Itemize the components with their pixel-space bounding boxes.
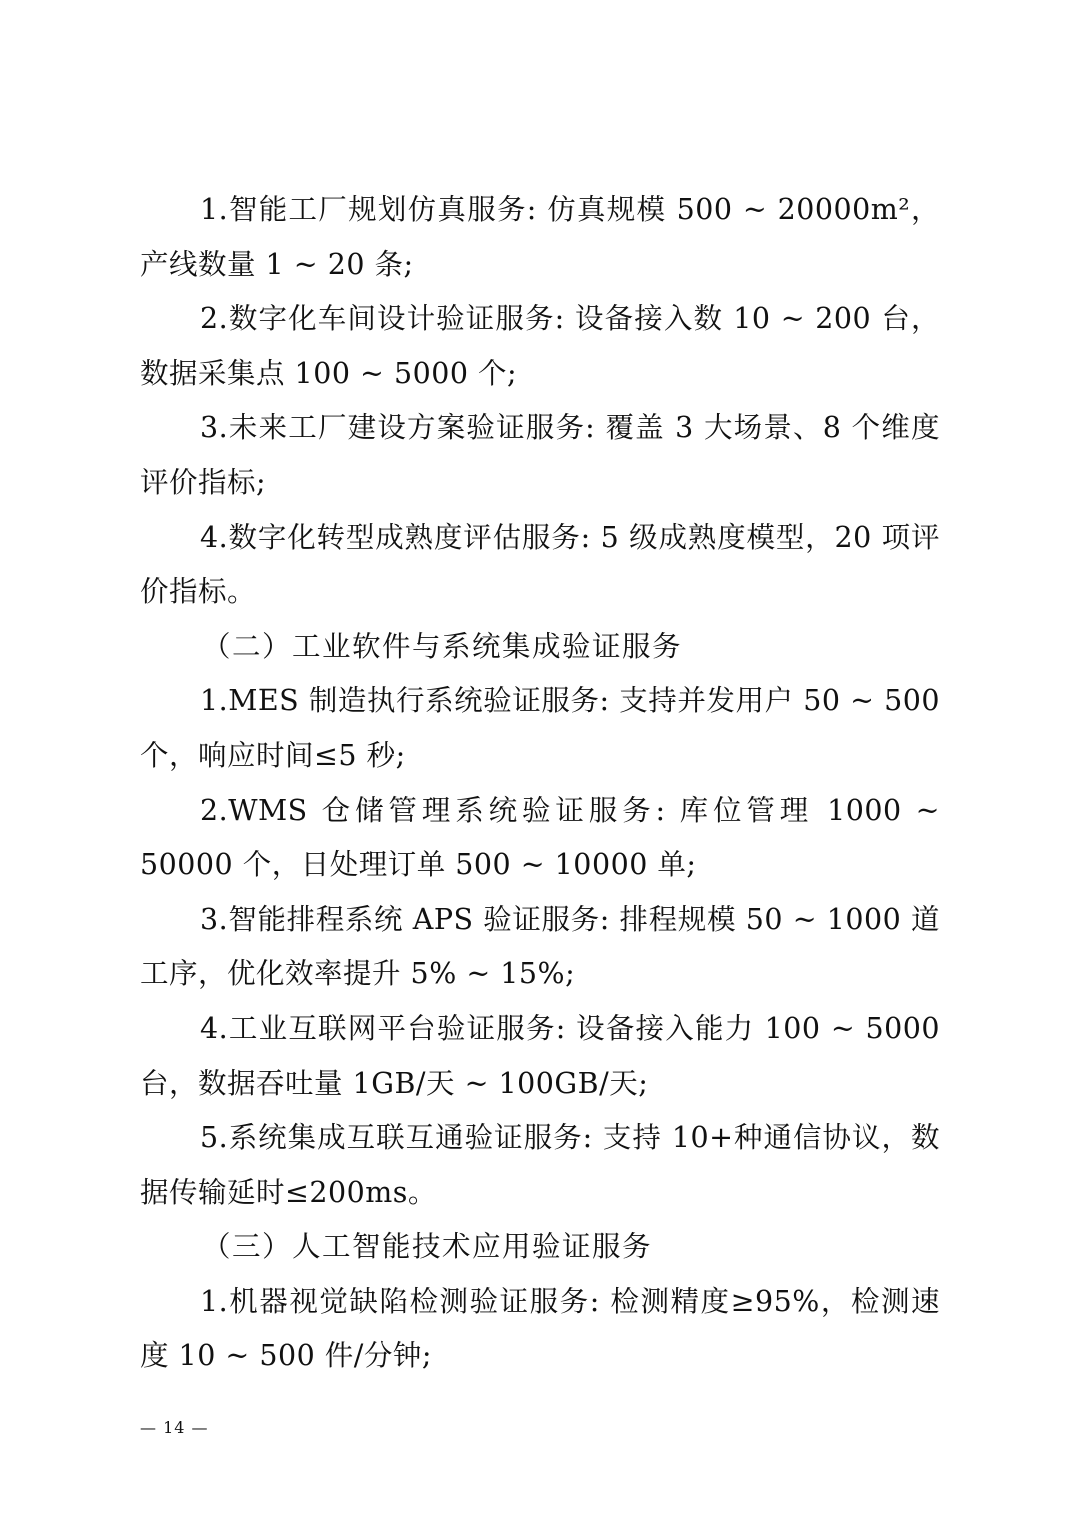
- paragraph-aps-validation: 3.智能排程系统 APS 验证服务: 排程规模 50 ~ 1000 道工序，优化效率提升 5% ~ 15%;: [140, 902, 940, 991]
- paragraph-machine-vision-validation: 1.机器视觉缺陷检测验证服务: 检测精度≥95%，检测速度 10 ~ 500 件/分钟;: [140, 1284, 940, 1373]
- page-number: — 14 —: [140, 1418, 209, 1437]
- paragraph-system-integration-validation: 5.系统集成互联互通验证服务: 支持 10+种通信协议，数据传输延时≤200ms。: [140, 1121, 940, 1209]
- paragraph-digital-workshop-validation: 2.数字化车间设计验证服务: 设备接入数 10 ~ 200 台，数据采集点 100 ~ 5000 个;: [140, 302, 940, 390]
- section-heading-industrial-software: （二）工业软件与系统集成验证服务: [202, 629, 683, 663]
- paragraph-iiot-platform-validation: 4.工业互联网平台验证服务: 设备接入能力 100 ~ 5000 台，数据吞吐量 1GB/天 ~ 100GB/天;: [140, 1011, 940, 1100]
- paragraph-maturity-assessment: 4.数字化转型成熟度评估服务: 5 级成熟度模型，20 项评价指标。: [140, 520, 940, 609]
- paragraph-wms-validation: 2.WMS 仓储管理系统验证服务: 库位管理 1000 ~ 50000 个，日处理订单 500 ~ 10000 单;: [140, 793, 940, 882]
- section-heading-ai-application: （三）人工智能技术应用验证服务: [202, 1230, 653, 1264]
- paragraph-smart-factory-simulation: 1.智能工厂规划仿真服务: 仿真规模 500 ~ 20000m²，产线数量 1 ~ 20 条;: [140, 193, 940, 281]
- document-body: [140, 183, 940, 1384]
- paragraph-future-factory-validation: 3.未来工厂建设方案验证服务: 覆盖 3 大场景、8 个维度评价指标;: [140, 411, 940, 499]
- paragraph-mes-validation: 1.MES 制造执行系统验证服务: 支持并发用户 50 ~ 500 个，响应时间≤5 秒;: [140, 684, 940, 772]
